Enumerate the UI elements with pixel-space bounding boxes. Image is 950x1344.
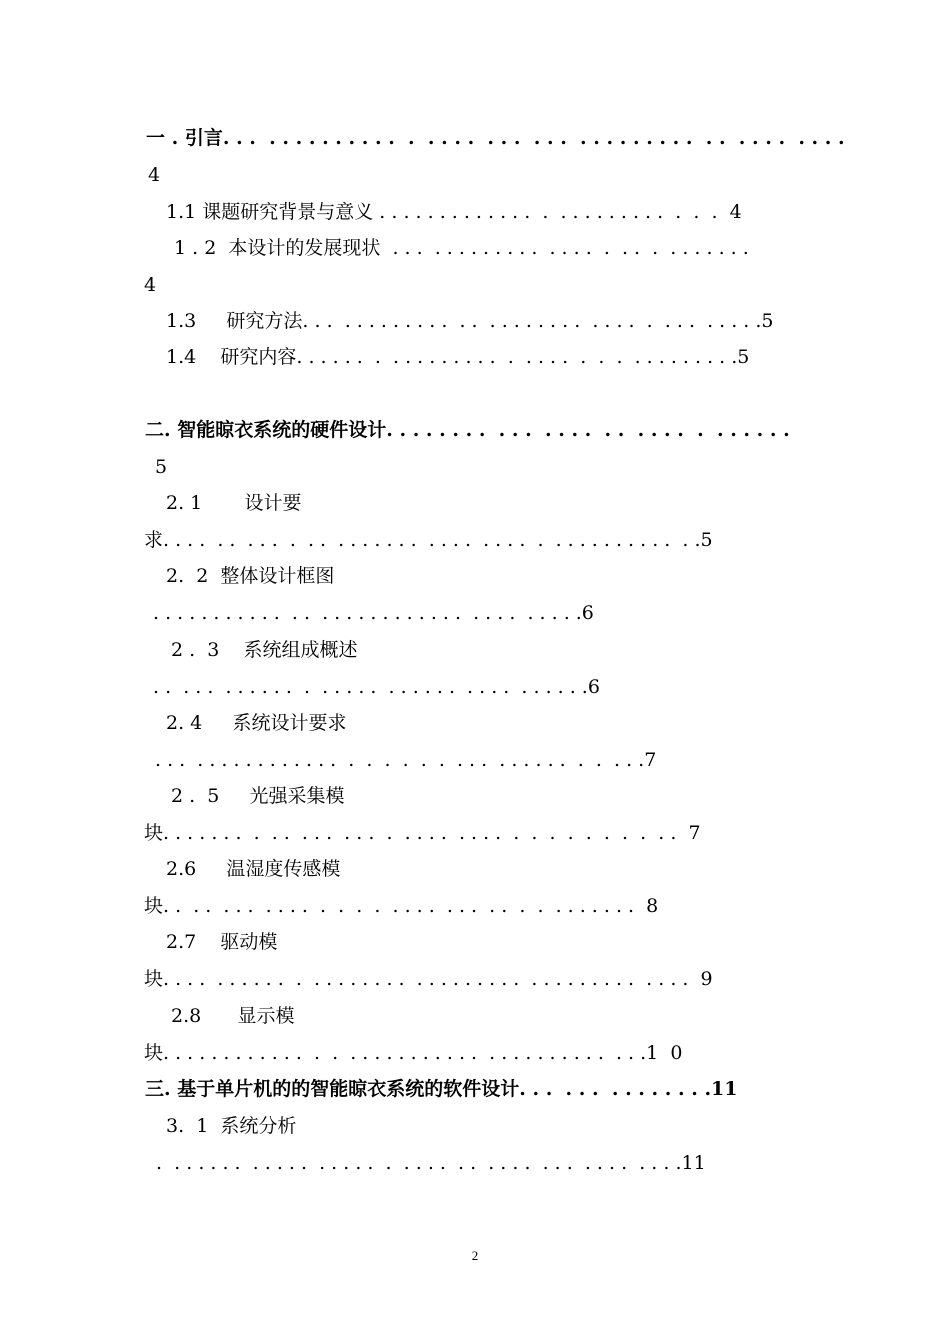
toc-section-2-4: 2. 4 系统设计要求 [166,712,347,734]
toc-section-2-7-cont: 块. . . . . . . . . . . . . . . . . . . . . . . . . . . . . . . . . . . . . . . . . 9 [144,968,713,990]
toc-chapter-1: 一 . 引言. . . . . . . . . . . . . . . . . . . . . . . . . . . . . . . . . . . . . . . . . . . [146,127,845,149]
toc-section-2-1: 2. 1 设计要 [166,492,302,514]
toc-section-2-2: 2. 2 整体设计框图 [166,565,335,587]
toc-section-1-3: 1.3 研究方法. . . . . . . . . . . . . . . . . . . . . . . . . . . . . . . . . . .5 [166,310,774,332]
toc-section-2-7: 2.7 驱动模 [166,931,278,953]
toc-section-2-6-cont: 块. . . . . . . . . . . . . . . . . . . . . . . . . . . . . . . . . 8 [144,895,659,917]
toc-chapter-3: 三. 基于单片机的的智能晾衣系统的软件设计. . . . . . . . . . . . . .11 [145,1078,738,1100]
toc-section-2-5: 2 . 5 光强采集模 [171,785,345,807]
page-number: 2 [471,1248,479,1263]
toc-chapter-2: 二. 智能晾衣系统的硬件设计. . . . . . . . . . . . . . . . . . . . . . . . . . . . [145,419,790,441]
toc-section-2-8: 2.8 显示模 [171,1005,295,1027]
toc-section-2-2-cont: . . . . . . . . . . . . . . . . . . . . . . . . . . . . . . . . . .6 [153,602,594,624]
toc-page-number: 5 [155,456,168,478]
toc-section-1-1: 1.1 课题研究背景与意义 . . . . . . . . . . . . . . . . . . . . . . . . . . 4 [166,201,742,223]
toc-section-2-3: 2 . 3 系统组成概述 [171,639,358,661]
toc-section-2-1-cont: 求. . . . . . . . . . . . . . . . . . . . . . . . . . . . . . . . . . . . . . . .5 [144,529,713,551]
toc-section-2-4-cont: . . . . . . . . . . . . . . . . . . . . . . . . . . . . . . . . . . .7 [155,749,657,771]
toc-page-number: 4 [144,274,157,296]
toc-section-3-1-cont: . . . . . . . . . . . . . . . . . . . . . . . . . . . . . . . . . . . . . . .11 [150,1152,706,1174]
toc-section-1-2: 1 . 2 本设计的发展现状 . . . . . . . . . . . . . . . . . . . . . . . . . . . [174,237,749,259]
toc-section-1-4: 1.4 研究内容. . . . . . . . . . . . . . . . . . . . . . . . . . . . . . . . .5 [166,346,750,368]
toc-section-2-3-cont: . . . . . . . . . . . . . . . . . . . . . . . . . . . . . . . . .6 [153,676,600,698]
toc-section-2-5-cont: 块. . . . . . . . . . . . . . . . . . . . . . . . . . . . . . . . . . . 7 [144,822,701,844]
toc-page-number: 4 [148,164,161,186]
toc-section-3-1: 3. 1 系统分析 [166,1115,297,1137]
toc-section-2-6: 2.6 温湿度传感模 [166,858,341,880]
toc-section-2-8-cont: 块. . . . . . . . . . . . . . . . . . . . . . . . . . . . . . . . . . . . . .1 0 [144,1042,683,1064]
